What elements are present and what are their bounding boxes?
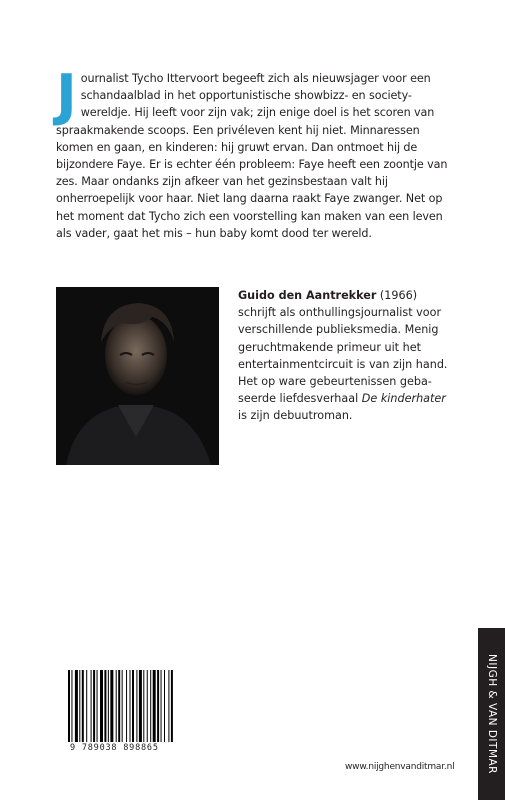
drop-cap: J (56, 63, 77, 128)
barcode-bars (68, 670, 174, 742)
publisher-website: www.nijghenvanditmar.nl (345, 762, 455, 772)
author-year: (1966) (379, 289, 418, 302)
publisher-name: NIJGH & VAN DITMAR (485, 654, 498, 774)
book-title: De kinderhater (361, 392, 446, 406)
publisher-spine-tab (478, 628, 505, 800)
author-portrait-image (56, 287, 219, 465)
author-name: Guido den Aantrekker (238, 289, 377, 302)
barcode (56, 658, 186, 758)
author-bio (238, 287, 453, 425)
author-bio-text: schrijft als onthullingsjournalist voor verschillende publieksmedia. Menig geruchtmakende primeur uit het entertainmentcircuit is van zijn hand. Het op ware gebeurtenissen geba-seerde liefdesverhaal (238, 306, 448, 406)
isbn-number: 9 789038 898865 (70, 743, 159, 753)
author-bio-end: is zijn debuutroman. (238, 409, 353, 423)
back-cover-blurb (56, 63, 452, 242)
blurb-text: ournalist Tycho Ittervoort begeeft zich als nieuwsjager voor een schandaalblad in het opportunistische showbizz- en society-wereldje. Hij leeft voor zijn vak; zijn enige doel is het scoren van spraakmakende scoops. Een privéleven kent hij niet. Minnaressen komen en gaan, en kinderen: hij gruwt ervan. Dan ontmoet hij de bijzondere Faye. Er is echter één probleem: Faye heeft een zoontje van zes. Maar ondanks zijn afkeer van het gezinsbestaan valt hij onherroepelijk voor haar. Niet lang daarna raakt Faye zwanger. Net op het moment dat Tycho zich een voorstelling kan maken van een leven als vader, gaat het mis – hun baby komt dood ter wereld. (56, 72, 448, 240)
author-photo (56, 287, 219, 465)
